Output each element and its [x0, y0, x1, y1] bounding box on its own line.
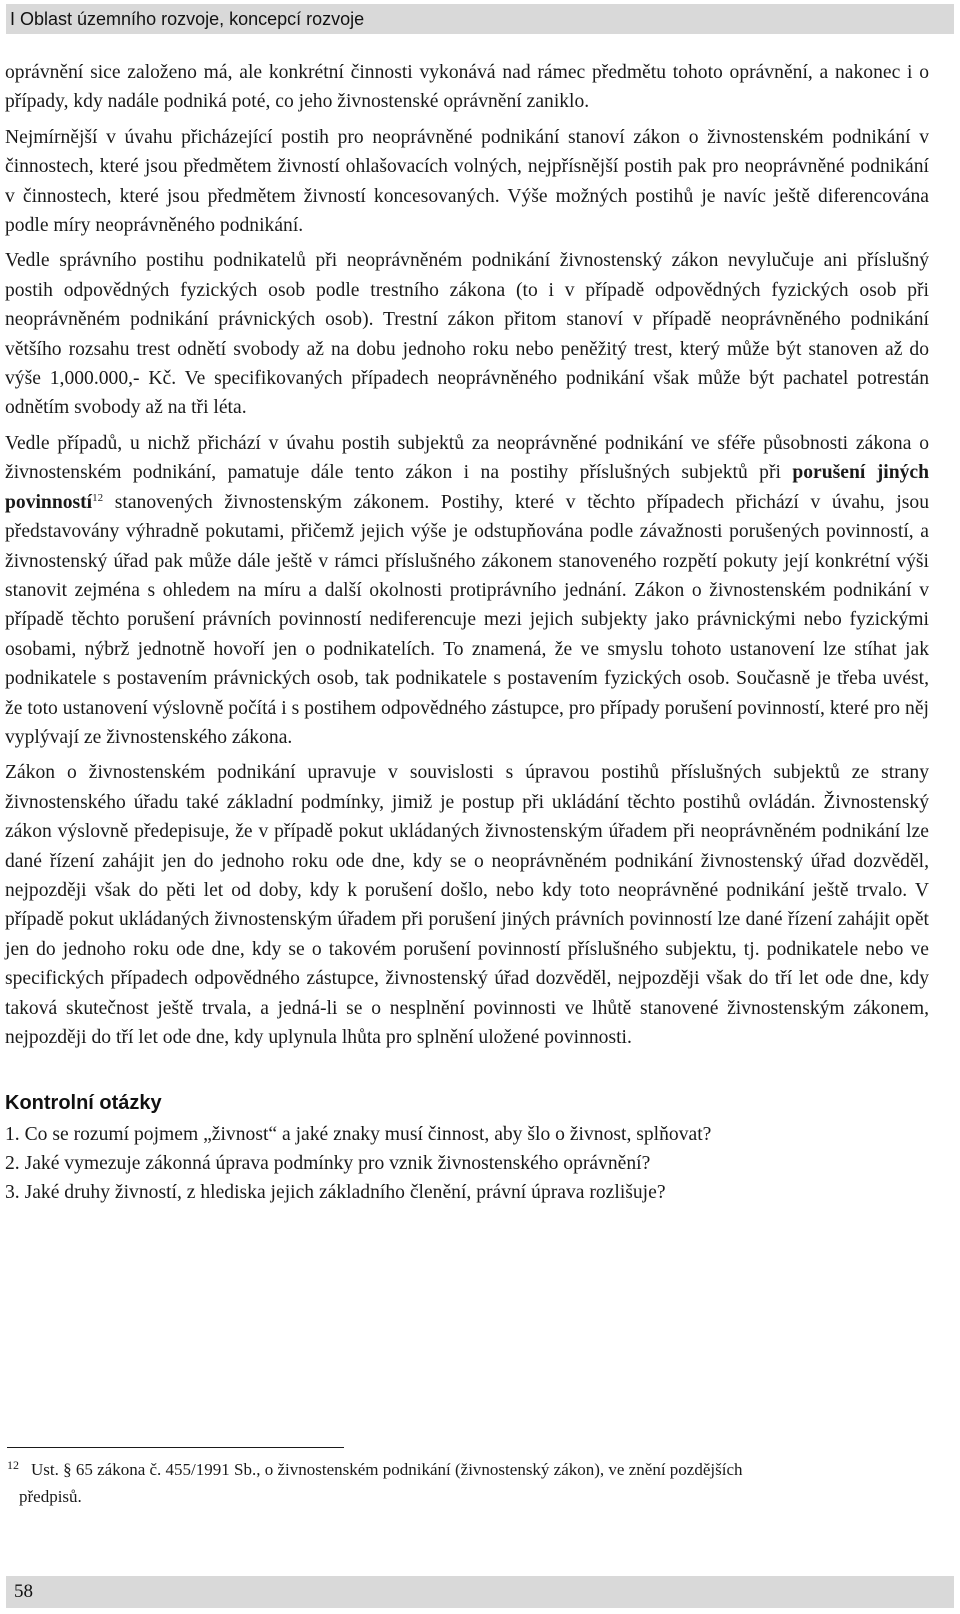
page-footer [6, 1576, 954, 1608]
question-item: 2. Jaké vymezuje zákonná úprava podmínky pro vznik živnostenského oprávnění? [5, 1153, 651, 1175]
footnote-divider [7, 1447, 344, 1448]
running-header [6, 4, 954, 34]
footnote-line-1 [7, 1456, 932, 1483]
paragraph-4-end: stanovených živnostenským zákonem. Postihy, které v těchto případech přichází v úvahu, jsou představovány výhradně pokutami, přičemž jejich výše je odstupňována podle závažnosti porušených povinností, a živnostenský úřad pak může dále ještě v rámci příslušného zákonem stanoveného rozpětí pokuty její konkrétní výši stanovit zejména s ohledem na míru a další okolnosti protiprávního jednání. Zákon o živnostenském podnikání v případě těchto porušení právních povinností nediferencuje mezi jejich subjekty jako právnickými nebo fyzickými osobami, nýbrž jednotně hovoří jen o podnikatelích. To znamená, že ve smyslu tohoto ustanovení lze stíhat jak podnikatele s postavením právnických osob, tak podnikatele s postavením fyzických osob. Současně je třeba uvést, že toto ustanovení výslovně počítá i s postihem odpovědného zástupce, pro případy porušení povinností, které pro něj vyplývají ze živnostenského zákona. [5, 491, 929, 748]
paragraph-3: Vedle správního postihu podnikatelů při neoprávněném podnikání živnostenský zákon nevylučuje ani příslušný postih odpovědných fyzických osob podle trestního zákona (to i v případě odpovědných fyzických osob při neoprávněném podnikání právnických osob). Trestní zákon přitom stanoví v případě neoprávněného podnikání většího rozsahu trest odnětí svobody až na dobu jednoho roku nebo peněžitý trest, který může být stanoven až do výše 1,000.000,- Kč. Ve specifikovaných případech neoprávněného podnikání však může být pachatel potrestán odnětím svobody až na tři léta. [5, 250, 929, 419]
paragraph-5: Zákon o živnostenském podnikání upravuje v souvislosti s úpravou postihů příslušných subjektů ze strany živnostenského úřadu také základní podmínky, jimiž je postup při ukládání těchto postihů ovládán. Živnostenský zákon výslovně předepisuje, že v případě pokut ukládaných živnostenským úřadem při neoprávněném podnikání lze dané řízení zahájit jen do jednoho roku ode dne, kdy se o neoprávněném podnikání živnostenský úřad dozvěděl, nejpozději však do pěti let od doby, kdy k porušení došlo, nebo kdy toto neoprávněné podnikání ještě trvalo. V případě pokut ukládaných živnostenským úřadem při porušení jiných právních povinností lze dané řízení zahájit opět jen do jednoho roku ode dne, kdy se o takovém porušení povinností příslušného subjektu, tj. podnikatele nebo ve specifických případech odpovědného zástupce, živnostenský úřad dozvěděl, nejpozději však do tří let ode dne, kdy taková skutečnost ještě trvala, a jedná-li se o nesplnění povinnosti ve lhůtě stanovené živnostenským zákonem, nejpozději do tří let ode dne, kdy uplynula lhůta pro splnění uložené povinnosti. [5, 762, 929, 1048]
footnote-number: 12 [7, 1458, 19, 1472]
paragraph-4-start: Vedle případů, u nichž přichází v úvahu postih subjektů za neoprávněné podnikání ve sféře působnosti zákona o živnostenském podnikání, pamatuje dále tento zákon i na postihy příslušných subjektů při [5, 432, 929, 484]
section-heading: Kontrolní otázky [5, 1092, 162, 1115]
footnote-line-2: předpisů. [19, 1487, 82, 1506]
body-text [5, 58, 929, 1207]
question-item: 1. Co se rozumí pojmem „živnost“ a jaké znaky musí činnost, aby šlo o živnost, splňovat? [5, 1124, 712, 1146]
paragraph-4 [5, 429, 929, 752]
question-list [5, 1120, 929, 1207]
question-item: 3. Jaké druhy živností, z hlediska jejich základního členění, právní úprava rozlišuje? [5, 1182, 666, 1204]
paragraph-1: oprávnění sice založeno má, ale konkrétní činnosti vykonává nad rámec předmětu tohoto oprávnění, a nakonec i o případy, kdy nadále podniká poté, co jeho živnostenské oprávnění zaniklo. [5, 62, 929, 113]
footnote-text: Ust. § 65 zákona č. 455/1991 Sb., o živnostenském podnikání (živnostenský zákon), ve znění pozdějších [31, 1460, 743, 1479]
footnote [7, 1456, 932, 1510]
chapter-title: I Oblast územního rozvoje, koncepcí rozvoje [10, 9, 365, 29]
emphasis-text: porušení jiných povinností [5, 462, 929, 513]
paragraph-2: Nejmírnější v úvahu přicházející postih pro neoprávněné podnikání stanoví zákon o živnostenském podnikání v činnostech, které jsou předmětem živností ohlašovacích volných, nejpřísnější postih pak pro neoprávněné podnikání v činnostech, které jsou předmětem živností koncesovaných. Výše možných postihů je navíc ještě diferencována podle míry neoprávněného podnikání. [5, 126, 929, 237]
page-number: 58 [14, 1581, 33, 1602]
footnote-reference[interactable]: 12 [92, 491, 104, 504]
